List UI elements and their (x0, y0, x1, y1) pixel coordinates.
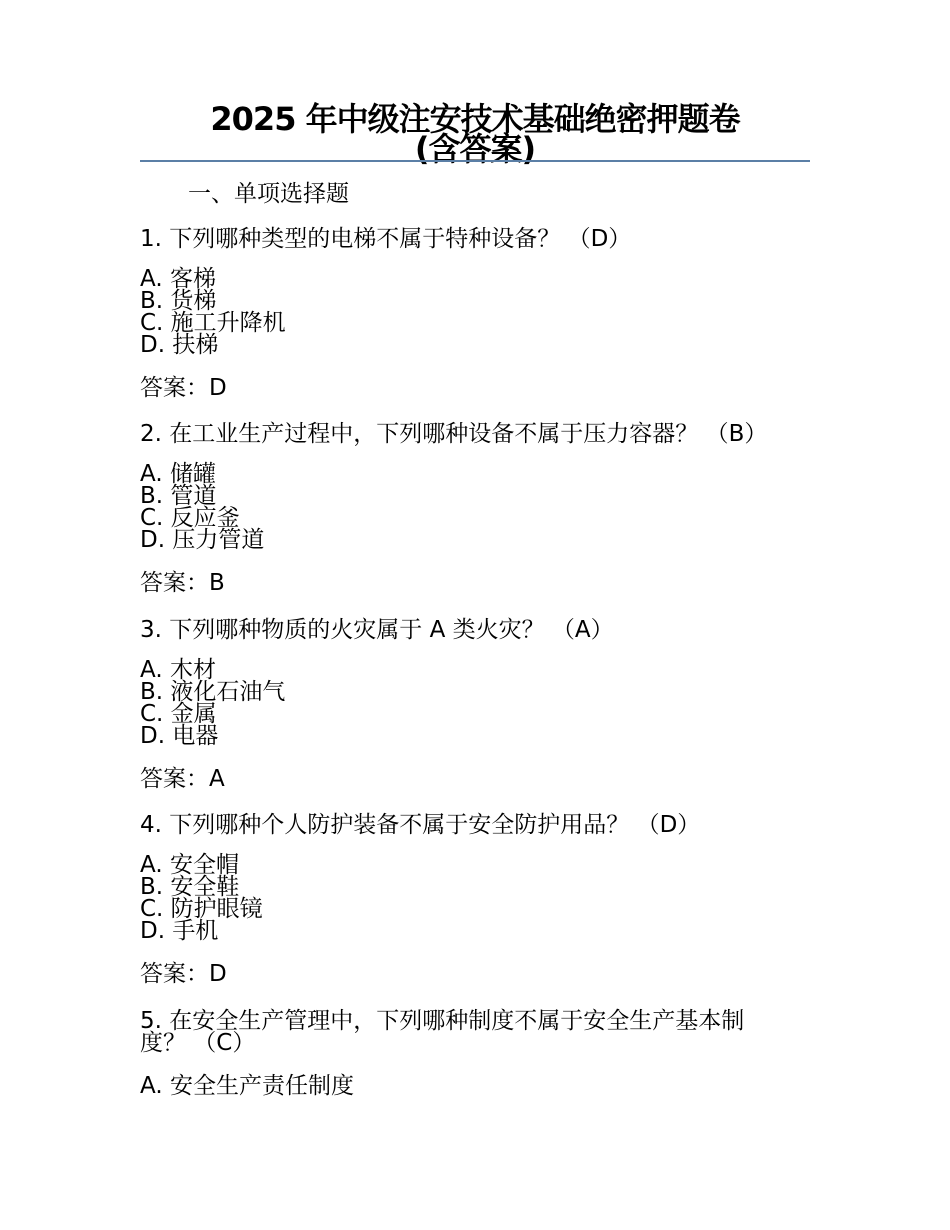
section-heading: 一、单项选择题 (188, 181, 349, 207)
question-block-5 (140, 1010, 810, 1100)
option-c: C. 金属 (140, 701, 217, 727)
question-text: 4. 下列哪种个人防护装备不属于安全防护用品？ （D） (140, 812, 701, 838)
option-c: C. 施工升降机 (140, 310, 286, 336)
option-a: A. 客梯 (140, 266, 216, 292)
option-d: D. 扶梯 (140, 332, 219, 358)
title-line-1: 2025 年中级注安技术基础绝密押题卷 (210, 100, 740, 138)
title-underline (140, 160, 810, 162)
option-b: B. 安全鞋 (140, 874, 240, 900)
question-text: 1. 下列哪种类型的电梯不属于特种设备？ （D） (140, 226, 632, 252)
option-b: B. 液化石油气 (140, 679, 286, 705)
option-list (140, 1072, 810, 1100)
question-text: 2. 在工业生产过程中，下列哪种设备不属于压力容器？ （B） (140, 421, 768, 447)
option-a: A. 安全生产责任制度 (140, 1073, 354, 1099)
answer-text: 答案：D (140, 961, 227, 987)
answer-text: 答案：B (140, 570, 225, 596)
option-list (140, 463, 810, 551)
option-b: B. 管道 (140, 483, 217, 509)
title-line-2: (含答案) (414, 130, 536, 168)
option-d: D. 手机 (140, 918, 219, 944)
question-block-1 (140, 225, 810, 402)
option-c: C. 防护眼镜 (140, 896, 263, 922)
option-d: D. 电器 (140, 723, 219, 749)
document-title (140, 100, 810, 168)
question-block-2 (140, 420, 810, 597)
option-list (140, 854, 810, 942)
question-text-line-1: 5. 在安全生产管理中，下列哪种制度不属于安全生产基本制 (140, 1008, 745, 1034)
question-block-3 (140, 616, 810, 793)
option-a: A. 储罐 (140, 461, 216, 487)
option-list (140, 268, 810, 356)
option-b: B. 货梯 (140, 288, 217, 314)
option-a: A. 木材 (140, 657, 216, 683)
option-d: D. 压力管道 (140, 527, 265, 553)
question-block-4 (140, 811, 810, 988)
answer-text: 答案：A (140, 766, 225, 792)
answer-text: 答案：D (140, 375, 227, 401)
option-c: C. 反应釜 (140, 505, 240, 531)
question-text (140, 1010, 810, 1054)
question-text-line-2: 度？ （C） (140, 1030, 256, 1056)
option-a: A. 安全帽 (140, 852, 239, 878)
option-list (140, 659, 810, 747)
question-text: 3. 下列哪种物质的火灾属于 A 类火灾？ （A） (140, 617, 614, 643)
